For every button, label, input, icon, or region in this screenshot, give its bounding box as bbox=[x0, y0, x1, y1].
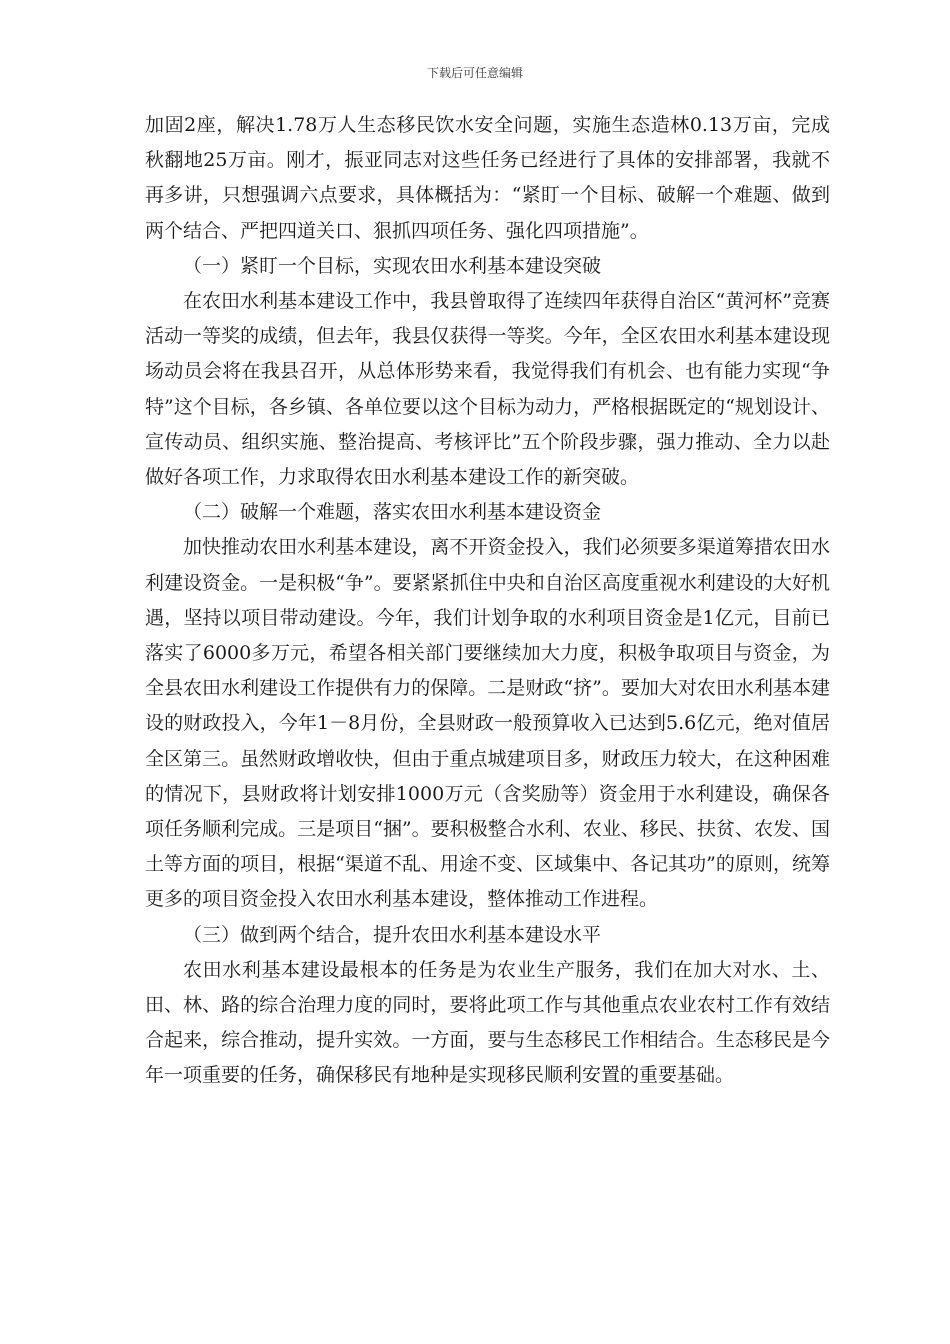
page-header: 下载后可任意编辑 bbox=[426, 66, 523, 80]
section-heading: （一）紧盯一个目标，实现农田水利基本建设突破 bbox=[183, 254, 602, 277]
document-body bbox=[145, 108, 830, 1094]
paragraph: 加快推动农田水利基本建设，离不开资金投入，我们必须要多渠道筹措农田水利建设资金。一是积极“争”。要紧紧抓住中央和自治区高度重视水利建设的大好机遇，坚持以项目带动建设。今年，我们计划争取的水利项目资金是1亿元，目前已落实了6000多万元，希望各相关部门要继续加大力度，积极争取项目与资金，为全县农田水利建设工作提供有力的保障。二是财政“挤”。要加大对农田水利基本建设的财政投入，今年1－8月份，全县财政一般预算收入已达到5.6亿元，绝对值居全区第三。虽然财政增收快，但由于重点城建项目多，财政压力较大，在这种困难的情况下，县财政将计划安排1000万元（含奖励等）资金用于水利建设，确保各项任务顺利完成。三是项目“捆”。要积极整合水利、农业、移民、扶贫、农发、国土等方面的项目，根据“渠道不乱、用途不变、区域集中、各记其功”的原则，统筹更多的项目资金投入农田水利基本建设，整体推动工作进程。 bbox=[145, 536, 830, 911]
paragraph: 加固2座，解决1.78万人生态移民饮水安全问题，实施生态造林0.13万亩，完成秋翻地25万亩。刚才，振亚同志对这些任务已经进行了具体的安排部署，我就不再多讲，只想强调六点要求，具体概括为：“紧盯一个目标、破解一个难题、做到两个结合、严把四道关口、狠抓四项任务、强化四项措施”。 bbox=[145, 114, 830, 242]
section-heading: （三）做到两个结合，提升农田水利基本建设水平 bbox=[183, 923, 602, 946]
paragraph: 在农田水利基本建设工作中，我县曾取得了连续四年获得自治区“黄河杯”竞赛活动一等奖的成绩，但去年，我县仅获得一等奖。今年，全区农田水利基本建设现场动员会将在我县召开，从总体形势来看，我觉得我们有机会、也有能力实现“争特”这个目标，各乡镇、各单位要以这个目标为动力，严格根据既定的“规划设计、宣传动员、组织实施、整治提高、考核评比”五个阶段步骤，强力推动、全力以赴做好各项工作，力求取得农田水利基本建设工作的新突破。 bbox=[145, 290, 830, 489]
section-heading: （二）破解一个难题，落实农田水利基本建设资金 bbox=[183, 501, 602, 524]
paragraph: 农田水利基本建设最根本的任务是为农业生产服务，我们在加大对水、土、田、林、路的综合治理力度的同时，要将此项工作与其他重点农业农村工作有效结合起来，综合推动，提升实效。一方面，要与生态移民工作相结合。生态移民是今年一项重要的任务，确保移民有地种是实现移民顺利安置的重要基础。 bbox=[145, 958, 830, 1087]
